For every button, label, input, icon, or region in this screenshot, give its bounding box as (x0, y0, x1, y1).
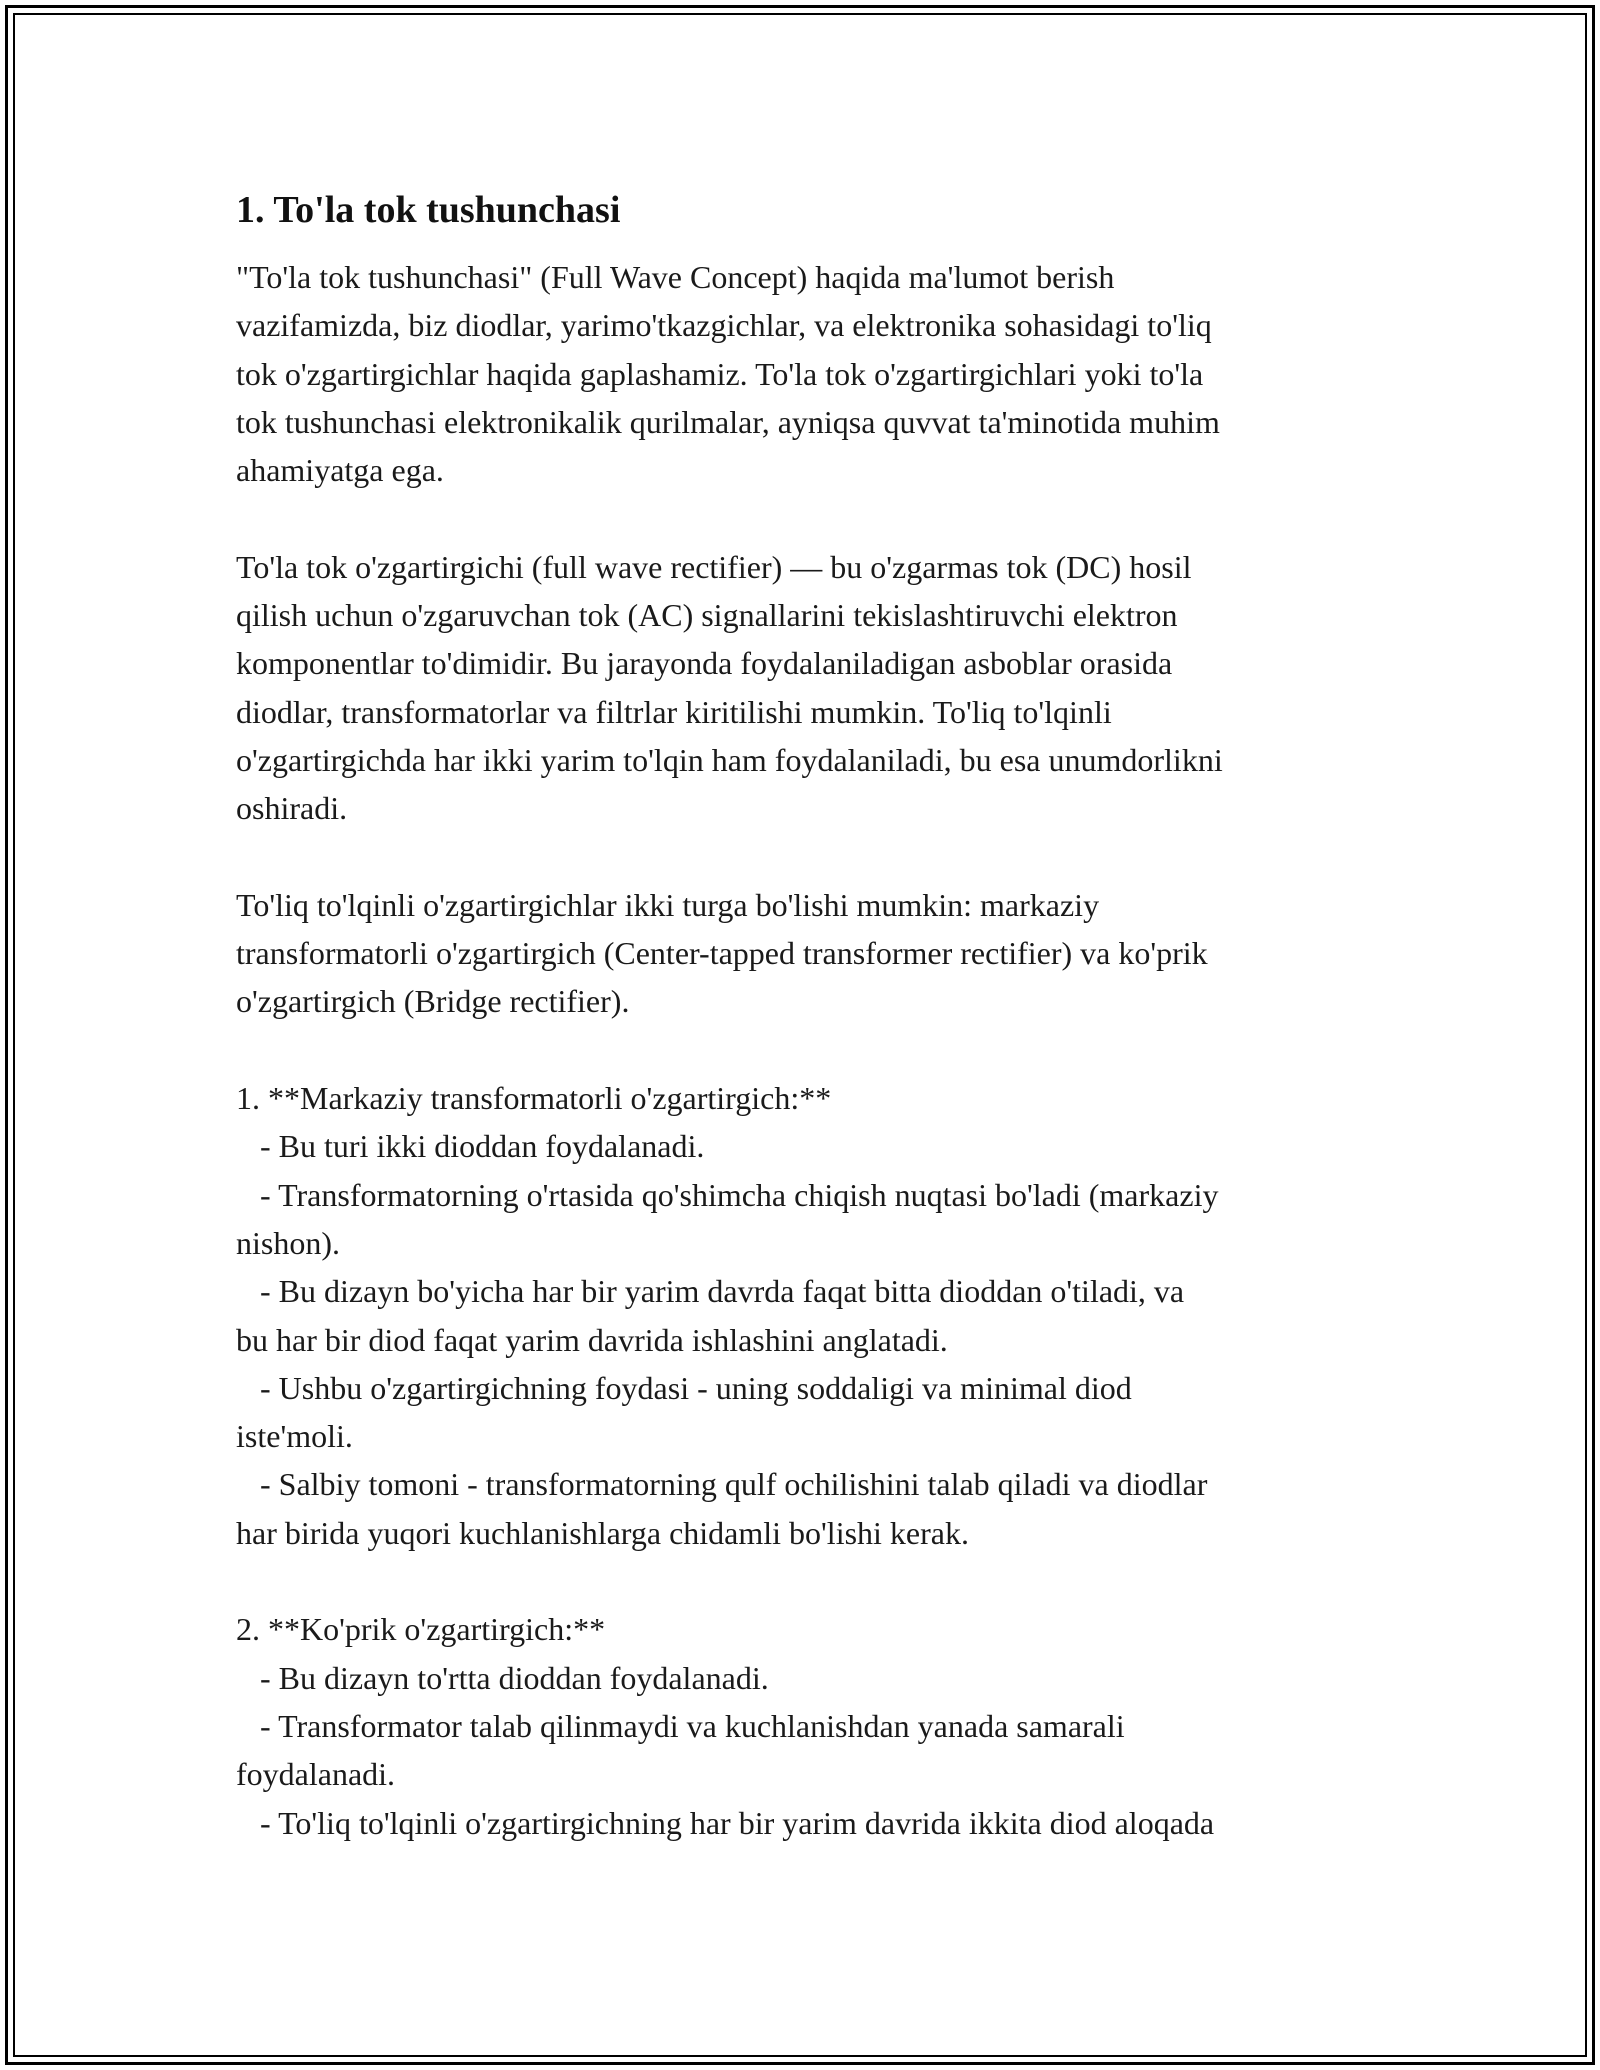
list-bridge: 2. **Ko'prik o'zgartirgich:** - Bu dizayn to'rtta dioddan foydalanadi. - Transformator talab qilinmaydi va kuchlanishdan yanada samarali foydalanadi. - To'liq to'lqinli o'zgartirgichning har bir yarim davrida ikkita diod aloqada (236, 1611, 1215, 1841)
document-body (236, 185, 1376, 1847)
paragraph-definition: To'la tok o'zgartirgichi (full wave rectifier) — bu o'zgarmas tok (DC) hosil qilish uchun o'zgaruvchan tok (AC) signallarini tekislashtiruvchi elektron komponentlar to'dimidir. Bu jarayonda foydalaniladigan asboblar orasida diodlar, transformatorlar va filtrlar kiritilishi mumkin. To'liq to'lqinli o'zgartirgichda har ikki yarim to'lqin ham foydalaniladi, bu esa unumdorlikni oshiradi. (236, 548, 1223, 827)
paragraph-spacer (236, 494, 1376, 542)
section-title: 1. To'la tok tushunchasi (236, 189, 621, 231)
paragraph-intro: "To'la tok tushunchasi" (Full Wave Concept) haqida ma'lumot berish vazifamizda, biz diodlar, yarimo'tkazgichlar, va elektronika sohasidagi to'liq tok o'zgartirgichlar haqida gaplashamiz. To'la tok o'zgartirgichlari yoki to'la tok tushunchasi elektronikalik qurilmalar, ayniqsa quvvat ta'minotida muhim ahamiyatga ega. (236, 259, 1220, 489)
paragraph-types: To'liq to'lqinli o'zgartirgichlar ikki turga bo'lishi mumkin: markaziy transformatorli o'zgartirgich (Center-tapped transformer rectifier) va ko'prik o'zgartirgich (Bridge rectifier). (236, 886, 1208, 1020)
paragraph-spacer (236, 1557, 1376, 1605)
list-center-tapped: 1. **Markaziy transformatorli o'zgartirgich:** - Bu turi ikki dioddan foydalanadi. - Transformatorning o'rtasida qo'shimcha chiqish nuqtasi bo'ladi (markaziy nishon). - Bu dizayn bo'yicha har bir yarim davrda faqat bitta dioddan o'tiladi, va bu har bir diod faqat yarim davrida ishlashini anglatadi. - Ushbu o'zgartirgichning foydasi - uning soddaligi va minimal diod iste'moli. - Salbiy tomoni - transformatorning qulf ochilishini talab qiladi va diodlar har birida yuqori kuchlanishlarga chidamli bo'lishi kerak. (236, 1080, 1219, 1551)
paragraph-spacer (236, 833, 1376, 881)
paragraph-spacer (236, 1026, 1376, 1074)
